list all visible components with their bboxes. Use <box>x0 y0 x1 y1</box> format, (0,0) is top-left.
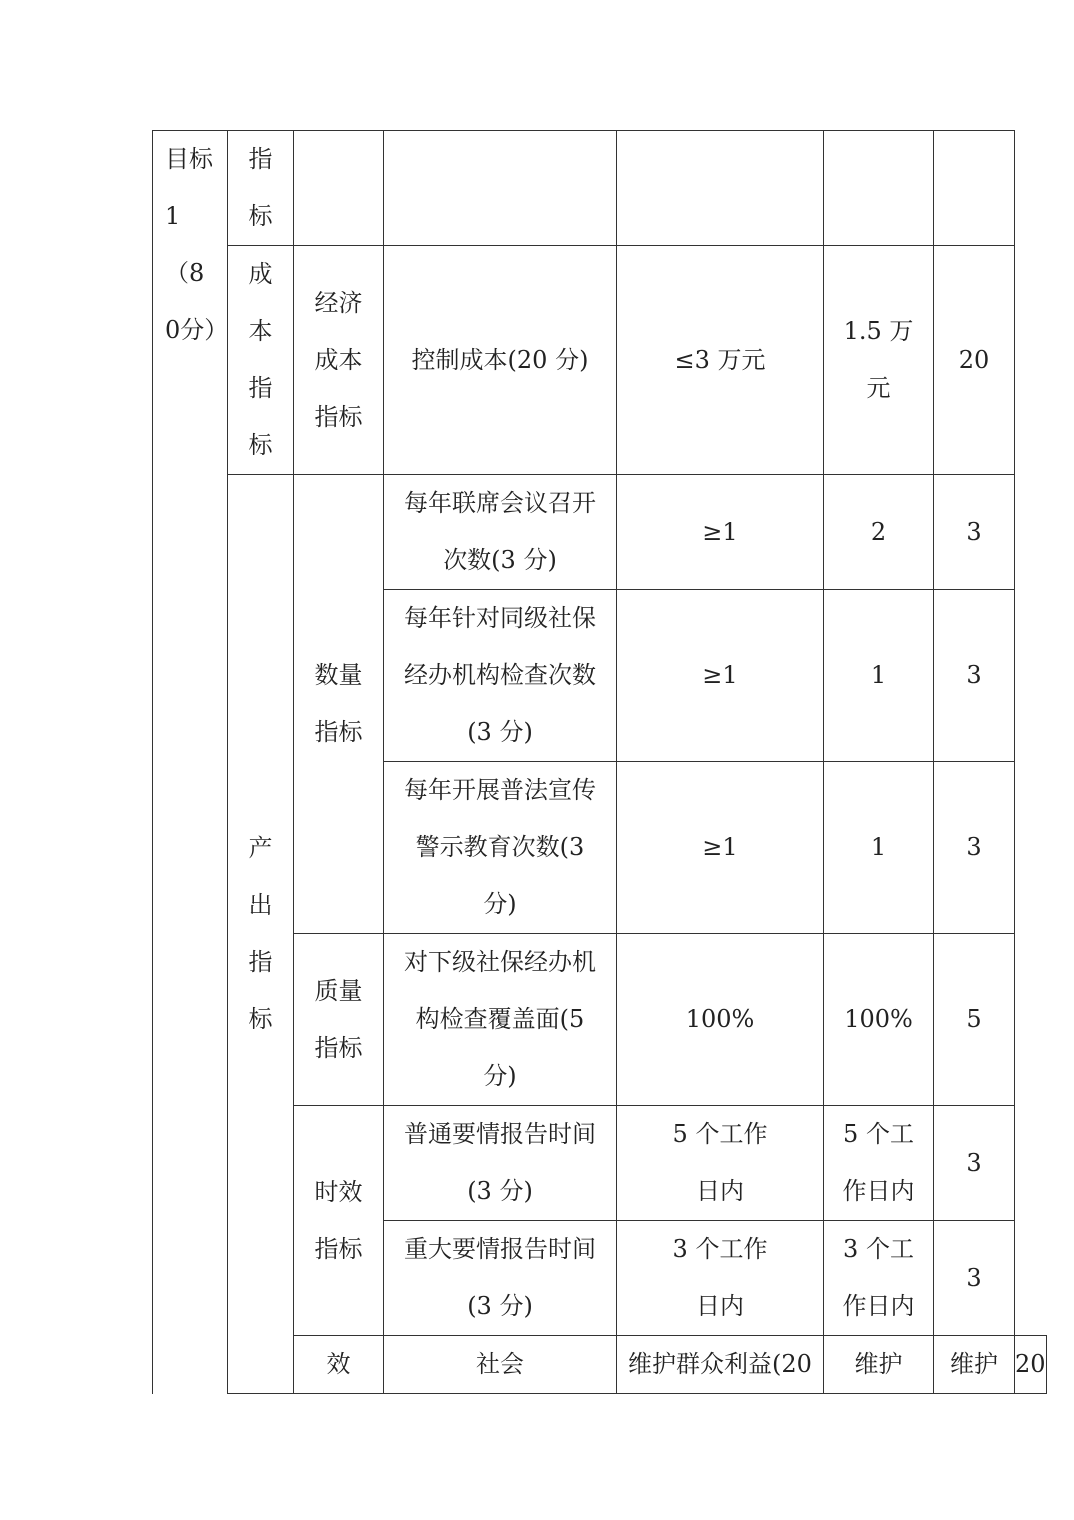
indicator-cell <box>384 1221 617 1336</box>
subcategory-cell <box>294 934 384 1106</box>
actual-cell <box>824 934 934 1106</box>
indicator-label: 维护群众利益(20 <box>628 1350 812 1378</box>
subcategory-cell <box>294 1106 384 1336</box>
indicator-label: 普通要情报告时间(3 分) <box>404 1120 596 1205</box>
subcategory-label: 时效指标 <box>314 1177 363 1263</box>
target-cell <box>617 1221 824 1336</box>
indicator-cell <box>384 475 617 590</box>
category-label: 成本指标 <box>248 260 273 459</box>
actual-cell <box>824 590 934 762</box>
indicator-label: 每年针对同级社保经办机构检查次数(3 分) <box>404 604 596 746</box>
target-cell <box>617 762 824 934</box>
actual-value: 5 个工作日内 <box>842 1120 915 1205</box>
target-value: 维护 <box>854 1350 903 1378</box>
indicator-cell <box>384 1106 617 1221</box>
target-value: ≥1 <box>702 833 738 861</box>
indicator-cell <box>384 762 617 934</box>
actual-value: 2 <box>870 517 887 546</box>
target-cell <box>617 1106 824 1221</box>
score-value: 3 <box>966 517 982 546</box>
score-value: 5 <box>966 1005 982 1033</box>
target-value: 5 个工作日内 <box>672 1120 768 1205</box>
target-value: ≥1 <box>702 661 738 689</box>
score-cell <box>934 762 1015 934</box>
score-cell <box>934 475 1015 590</box>
category-cell <box>228 246 294 475</box>
indicator-label: 每年开展普法宣传警示教育次数(3 分) <box>404 776 596 918</box>
target-value: 3 个工作日内 <box>672 1235 768 1320</box>
target-cell <box>617 246 824 475</box>
target-cell <box>617 934 824 1106</box>
actual-value: 3 个工作日内 <box>842 1235 915 1320</box>
score-value: 20 <box>958 345 990 374</box>
actual-cell <box>824 1221 934 1336</box>
indicator-cell <box>384 590 617 762</box>
goal-label: 目标1（80分） <box>165 145 229 344</box>
target-value: 100% <box>685 1005 755 1033</box>
indicator-cell <box>384 246 617 475</box>
score-value: 3 <box>966 1263 982 1292</box>
target-value: ≥1 <box>702 517 738 546</box>
actual-value: 1 <box>870 661 887 689</box>
score-cell <box>934 1106 1015 1221</box>
empty-cell <box>617 131 824 246</box>
subcategory-label: 质量指标 <box>314 976 363 1062</box>
target-cell <box>824 1336 934 1394</box>
indicator-label: 每年联席会议召开次数(3 分) <box>404 489 596 574</box>
empty-cell <box>294 131 384 246</box>
target-cell <box>617 475 824 590</box>
actual-cell <box>824 475 934 590</box>
actual-cell <box>824 762 934 934</box>
indicator-label: 对下级社保经办机构检查覆盖面(5 分) <box>404 948 596 1090</box>
score-cell <box>1015 1336 1047 1394</box>
performance-indicator-table <box>152 130 1047 1394</box>
category-cell <box>228 475 294 1394</box>
score-value: 20 <box>1015 1350 1046 1378</box>
actual-cell <box>824 1106 934 1221</box>
goal-cell <box>153 131 228 1394</box>
actual-cell <box>934 1336 1015 1394</box>
actual-value: 维护 <box>950 1350 998 1378</box>
subcategory-cell <box>294 246 384 475</box>
subcategory-cell <box>294 475 384 934</box>
category-cell <box>228 131 294 246</box>
empty-cell <box>824 131 934 246</box>
score-cell <box>934 934 1015 1106</box>
indicator-label: 重大要情报告时间(3 分) <box>404 1235 596 1320</box>
subcategory-label: 社会 <box>476 1350 524 1378</box>
empty-cell <box>934 131 1015 246</box>
category-label: 效 <box>326 1350 351 1378</box>
category-label: 指标 <box>248 145 273 230</box>
subcategory-label: 经济成本指标 <box>314 288 363 431</box>
score-value: 3 <box>966 833 982 861</box>
actual-value: 100% <box>844 1005 913 1033</box>
indicator-label: 控制成本(20 分) <box>411 345 589 374</box>
score-cell <box>934 1221 1015 1336</box>
subcategory-cell <box>384 1336 617 1394</box>
target-cell <box>617 590 824 762</box>
indicator-cell <box>384 934 617 1106</box>
score-value: 3 <box>966 1148 982 1177</box>
actual-cell <box>824 246 934 475</box>
category-cell <box>294 1336 384 1394</box>
actual-value: 1.5 万元 <box>843 317 914 402</box>
indicator-cell <box>617 1336 824 1394</box>
actual-value: 1 <box>870 833 887 861</box>
score-cell <box>934 246 1015 475</box>
category-label: 产出指标 <box>248 834 273 1033</box>
empty-cell <box>384 131 617 246</box>
score-value: 3 <box>966 661 982 689</box>
subcategory-label: 数量指标 <box>314 661 363 746</box>
target-value: ≤3 万元 <box>674 345 766 374</box>
score-cell <box>934 590 1015 762</box>
